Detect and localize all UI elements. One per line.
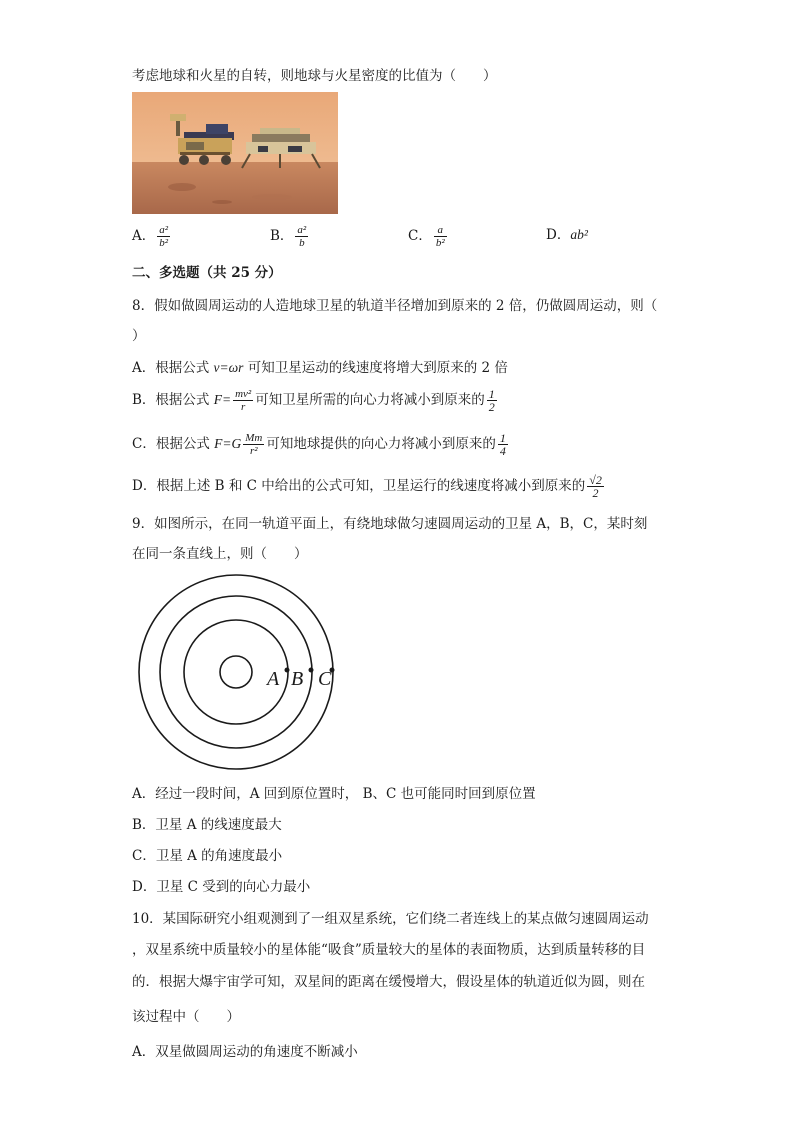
q7-stem: 考虑地球和火星的自转，则地球与火星密度的比值为（ ） (132, 68, 497, 84)
earth-circle (220, 656, 252, 688)
q7-option-a[interactable]: A． $\frac{\text{a²}}{\text{b²}}$ (132, 224, 169, 249)
q10-stem-line1: 10．某国际研究小组观测到了一组双星系统，它们绕二者连线上的某点做匀速圆周运动 (132, 911, 649, 927)
satellite-b (309, 668, 314, 673)
orbit-c (139, 575, 333, 769)
q10-stem-line3: 的．根据大爆宇宙学可知，双星间的距离在缓慢增大，假设星体的轨道近似为圆，则在 (132, 974, 645, 990)
q8-option-d[interactable]: D．根据上述 B 和 C 中给出的公式可知，卫星运行的线速度将减小到原来的 $\frac{√2}{2}$ (132, 473, 602, 500)
q7-option-b[interactable]: B． $\frac{\text{a²}}{b}$ (270, 224, 307, 249)
q9-stem-line2: 在同一条直线上，则（ ） (132, 546, 308, 562)
q7-option-c[interactable]: C． $\frac{a}{\text{b²}}$ (408, 224, 445, 249)
q10-option-a[interactable]: A．双星做圆周运动的角速度不断减小 (132, 1044, 358, 1060)
label-a: A (267, 668, 280, 690)
satellite-a (285, 668, 290, 673)
q10-stem-line4: 该过程中（ ） (132, 1009, 240, 1025)
q9-stem-line1: 9．如图所示，在同一轨道平面上，有绕地球做匀速圆周运动的卫星 A，B，C，某时刻 (132, 516, 648, 532)
label-c: C (318, 668, 332, 690)
q10-stem-line2: ，双星系统中质量较小的星体能“吸食”质量较大的星体的表面物质，达到质量转移的目 (132, 942, 646, 958)
q9-option-d[interactable]: D．卫星 C 受到的向心力最小 (132, 879, 311, 895)
mars-rover-photo (132, 92, 338, 214)
section-title-multiple-choice: 二、多选题（共 25 分） (132, 265, 282, 281)
q7-option-d[interactable]: D．ab² (546, 227, 588, 243)
q9-option-b[interactable]: B．卫星 A 的线速度最大 (132, 817, 282, 833)
q9-option-c[interactable]: C．卫星 A 的角速度最小 (132, 848, 283, 864)
q9-option-a[interactable]: A．经过一段时间，A 回到原位置时， B、C 也可能同时回到原位置 (132, 786, 536, 802)
q8-stem-line1: 8．假如做圆周运动的人造地球卫星的轨道半径增加到原来的 2 倍，仍做圆周运动，则（ (132, 298, 658, 314)
q8-option-a[interactable]: A．根据公式 v=ωr 可知卫星运动的线速度将增大到原来的 2 倍 (132, 360, 508, 376)
q8-option-b[interactable]: B．根据公式 F= $\frac{\text{mv²}}{r}$ 可知卫星所需的向心力将减小到原来的 $\frac{1}{2}$ (132, 387, 495, 414)
q8-stem-line2: ） (132, 328, 146, 344)
orbit-diagram (132, 572, 338, 780)
orbit-b (160, 596, 312, 748)
q8-option-c[interactable]: C．根据公式 F=G $\frac{Mm}{\text{r²}}$ 可知地球提供的向心力将减小到原来的 $\frac{1}{4}$ (132, 431, 506, 458)
label-b: B (291, 668, 304, 690)
